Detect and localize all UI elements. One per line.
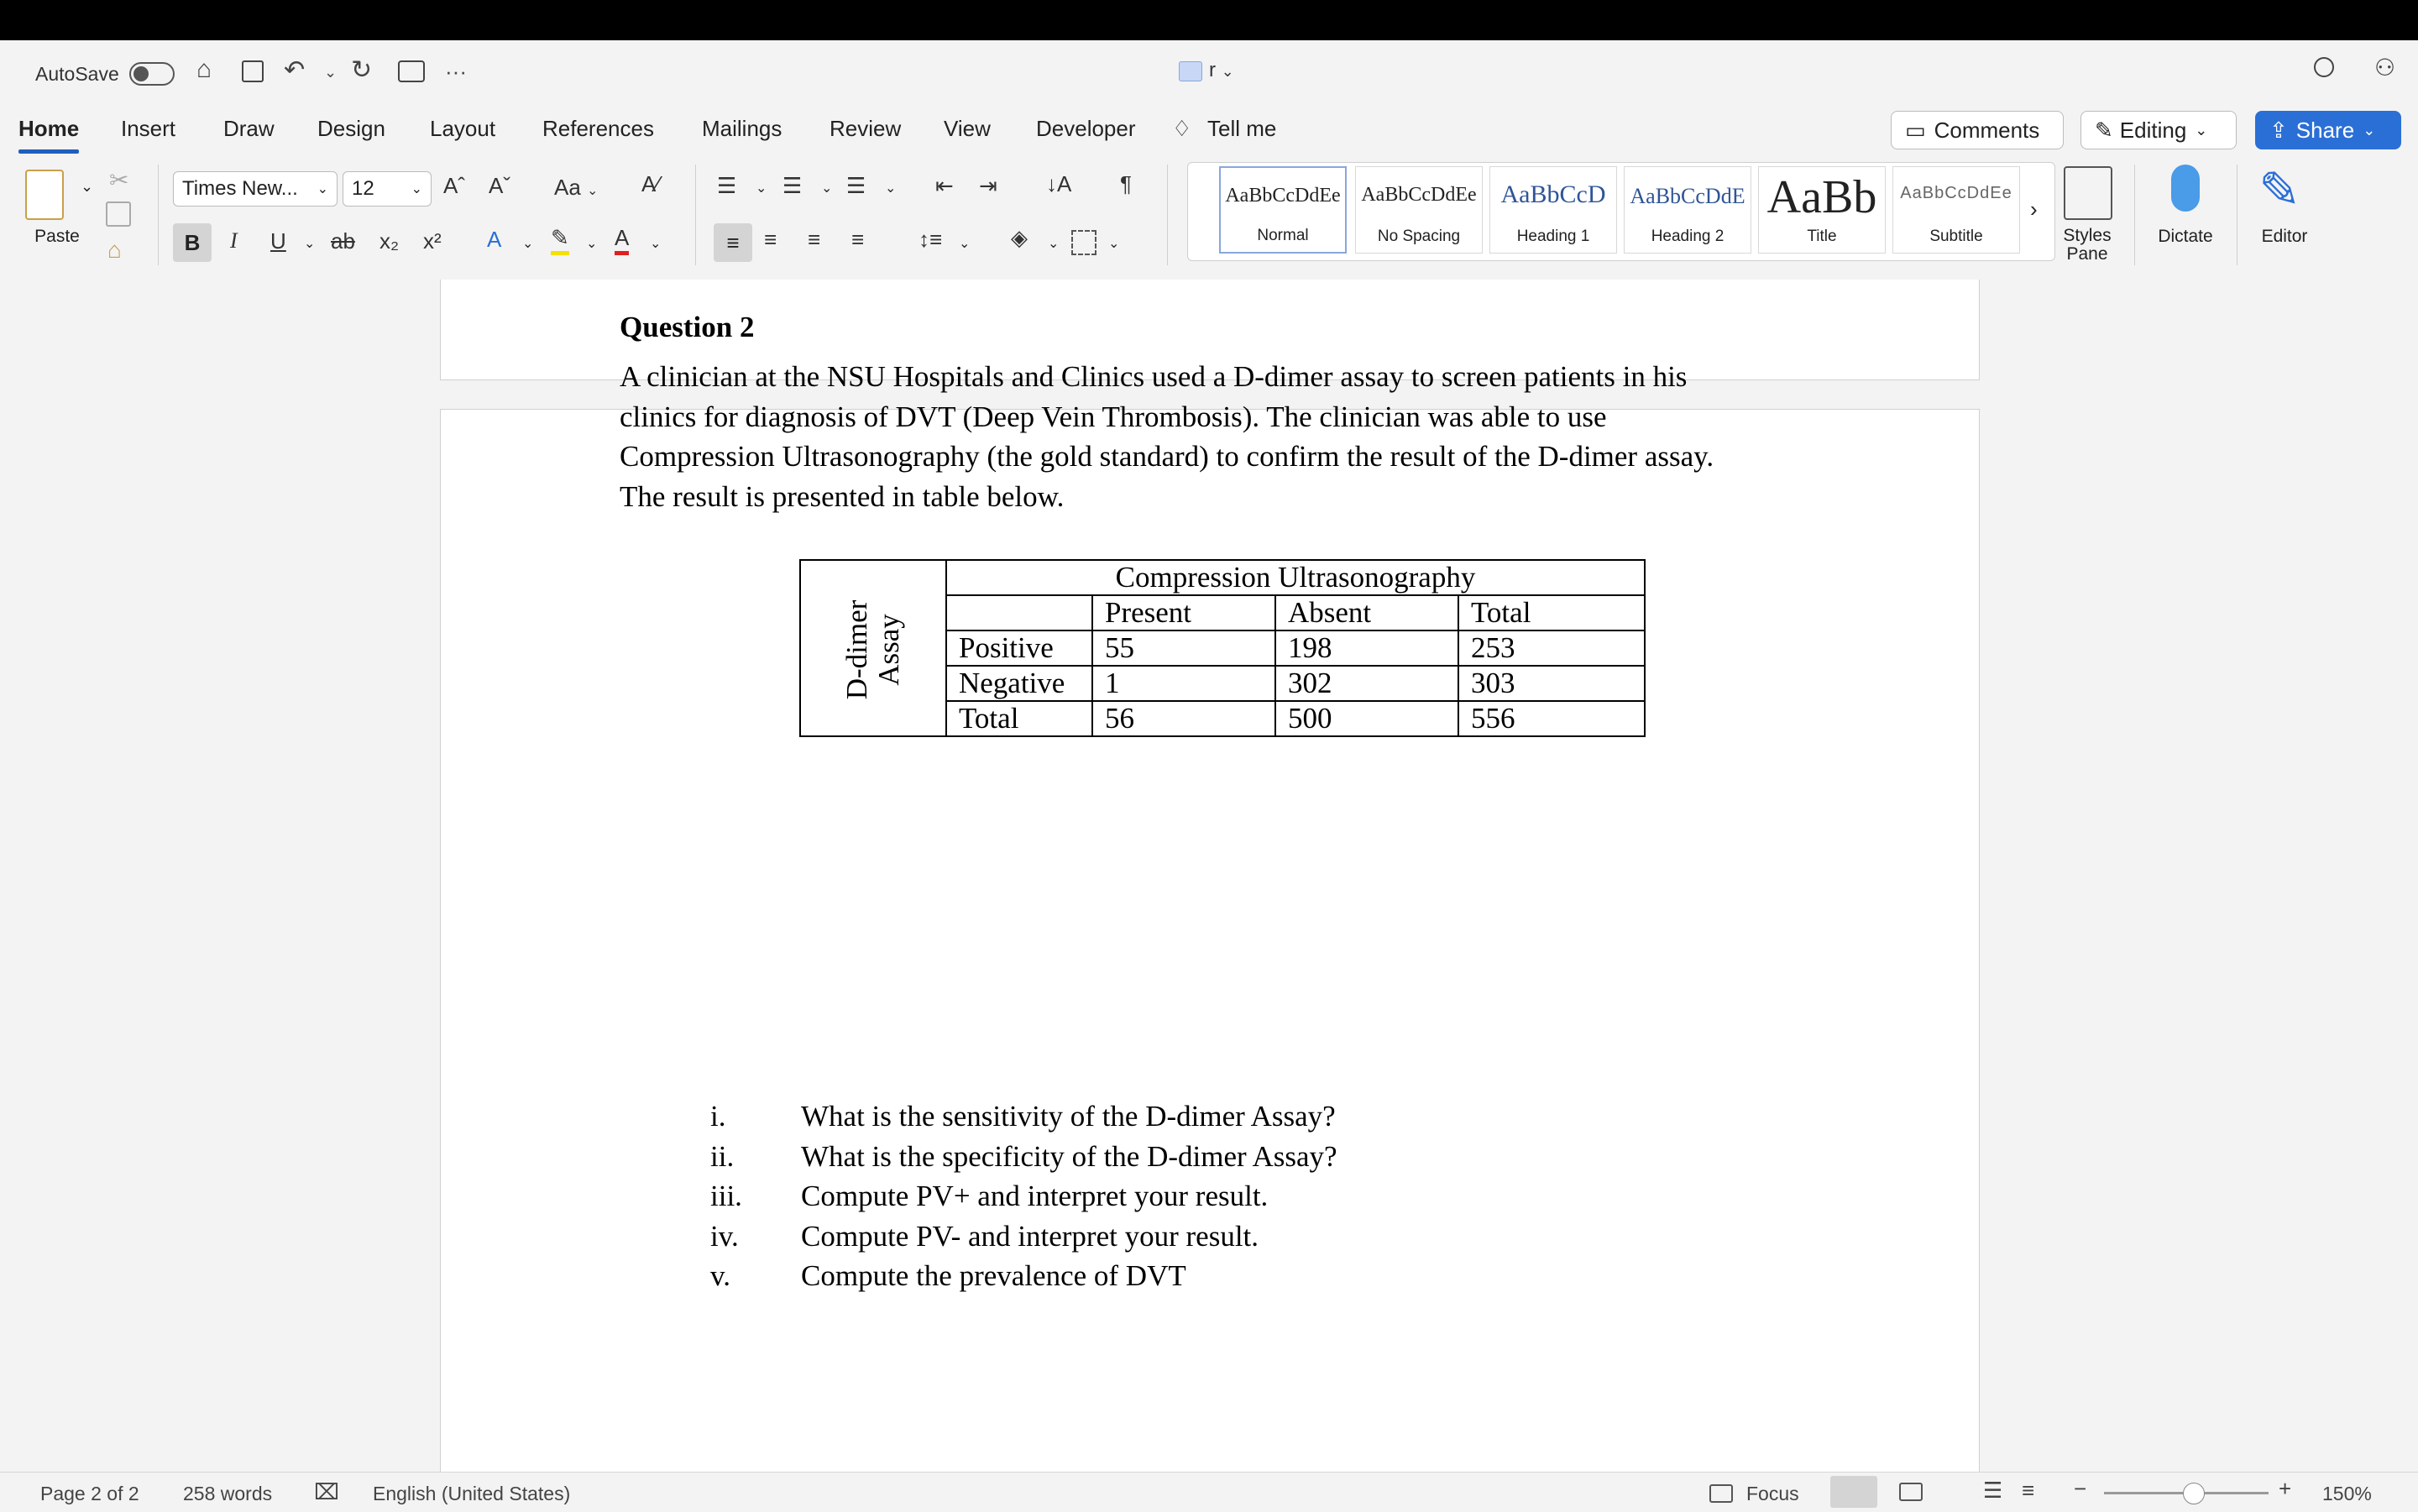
row-header: Negative (946, 666, 1092, 701)
font-name-value: Times New... (182, 177, 298, 200)
tab-review[interactable]: Review (830, 116, 902, 141)
print-layout-view-icon[interactable] (1830, 1476, 1877, 1508)
row-label-line2: Assay (872, 614, 905, 686)
text-effects-icon[interactable]: A (487, 227, 502, 252)
column-header: Total (1458, 595, 1645, 630)
print-icon[interactable] (398, 60, 425, 82)
web-layout-view-icon[interactable] (1887, 1476, 1934, 1508)
style-subtitle[interactable] (1892, 166, 2020, 254)
top-header-cell: Compression Ultrasonography (946, 560, 1645, 595)
strikethrough-icon[interactable]: ab (331, 228, 355, 254)
paste-icon[interactable] (25, 170, 64, 220)
size-chevron-icon: ⌄ (411, 182, 422, 196)
row-header: Positive (946, 630, 1092, 666)
focus-icon[interactable] (1709, 1484, 1733, 1503)
menu-bar (0, 0, 2418, 40)
word-doc-icon (1179, 61, 1202, 81)
list-text: What is the sensitivity of the D-dimer Assay? (801, 1100, 1336, 1133)
paste-label: Paste (34, 227, 80, 246)
shading-dropdown-icon[interactable]: ⌄ (1048, 237, 1060, 251)
style-preview: AaBbCcDdEe (1361, 184, 1477, 206)
list-item[interactable] (710, 1259, 1337, 1300)
bullets-dropdown-icon[interactable]: ⌄ (756, 181, 767, 196)
styles-pane-icon[interactable] (2064, 166, 2112, 220)
table-cell: 1 (1092, 666, 1275, 701)
style-name: Heading 2 (1651, 228, 1725, 245)
multilevel-dropdown-icon[interactable]: ⌄ (885, 181, 897, 196)
shading-icon[interactable]: ◈ (1011, 225, 1028, 250)
tab-layout[interactable]: Layout (430, 116, 496, 141)
question-paragraph[interactable]: A clinician at the NSU Hospitals and Clinics used a D-dimer assay to screen patients in his clinics for diagnosis of DVT (Deep Vein Thrombosis). The clinician was able to use Compression Ultrasonography (the gold standard) to confirm the result of the D-dimer assay. The result is presented in table below. (620, 360, 1714, 513)
text-effects-dropdown-icon[interactable]: ⌄ (522, 237, 534, 251)
editing-label: Editing (2119, 117, 2187, 143)
share-people-icon[interactable]: ⚇ (2374, 55, 2396, 81)
tab-references[interactable]: References (542, 116, 654, 141)
line-spacing-icon[interactable]: ↕≡ (919, 227, 943, 252)
more-commands-button[interactable]: ··· (445, 59, 467, 84)
underline-button[interactable]: U (270, 228, 286, 254)
divider (2134, 165, 2135, 265)
comments-label: Comments (1934, 117, 2040, 143)
dictate-label[interactable]: Dictate (2158, 227, 2213, 246)
style-heading-1[interactable] (1489, 166, 1617, 254)
divider (695, 165, 696, 265)
tab-draw[interactable]: Draw (223, 116, 275, 141)
page-count[interactable]: Page 2 of 2 (40, 1483, 139, 1504)
style-preview: AaBbCcDdEe (1225, 185, 1341, 207)
underline-dropdown-icon[interactable]: ⌄ (304, 237, 316, 251)
home-icon[interactable]: ⌂ (196, 55, 212, 83)
row-label-line1: D-dimer (840, 599, 873, 700)
tab-developer[interactable]: Developer (1036, 116, 1136, 141)
undo-icon[interactable]: ↶ (284, 56, 306, 84)
font-color-icon[interactable]: A (615, 225, 629, 255)
table-cell: 55 (1092, 630, 1275, 666)
highlight-icon[interactable]: ✎ (551, 225, 569, 255)
outline-view-icon[interactable]: ☰ (1983, 1478, 2003, 1503)
show-formatting-icon[interactable]: ¶ (1120, 171, 1132, 196)
table-cell: 198 (1275, 630, 1458, 666)
autosave-toggle[interactable] (129, 62, 175, 86)
tab-mailings[interactable]: Mailings (702, 116, 782, 141)
list-item[interactable] (710, 1100, 1337, 1140)
editor-label[interactable]: Editor (2261, 227, 2308, 246)
divider (1167, 165, 1168, 265)
list-number: i. (710, 1100, 726, 1133)
style-preview: AaBbCcDdE (1630, 184, 1745, 208)
list-item[interactable] (710, 1220, 1337, 1260)
copy-icon[interactable] (106, 201, 131, 227)
italic-button[interactable]: I (230, 228, 238, 253)
gallery-next-icon[interactable]: › (2030, 196, 2038, 222)
table-cell (946, 595, 1092, 630)
decrease-indent-icon[interactable]: ⇤ (935, 173, 954, 198)
table-cell: 302 (1275, 666, 1458, 701)
increase-indent-icon[interactable]: ⇥ (979, 173, 997, 198)
highlight-dropdown-icon[interactable]: ⌄ (586, 237, 598, 251)
table-cell: 253 (1458, 630, 1645, 666)
proofing-icon[interactable]: ⌧ (314, 1479, 339, 1504)
font-chevron-icon: ⌄ (317, 182, 328, 196)
change-case-label: Aa (554, 175, 581, 200)
chevron-down-icon: ⌄ (2195, 121, 2208, 139)
tab-view[interactable]: View (944, 116, 991, 141)
list-number: v. (710, 1259, 730, 1292)
document-title[interactable] (1179, 59, 1234, 82)
tell-me-search[interactable]: Tell me (1207, 116, 1277, 141)
numbering-icon[interactable]: ☰ (782, 173, 803, 198)
list-text: Compute PV+ and interpret your result. (801, 1180, 1269, 1212)
change-case-button[interactable] (554, 175, 598, 201)
share-button[interactable] (2255, 111, 2401, 149)
row-label-cell (800, 560, 946, 736)
tab-design[interactable]: Design (317, 116, 385, 141)
multilevel-list-icon[interactable]: ☰ (846, 173, 866, 198)
list-number: iv. (710, 1219, 739, 1253)
word-count[interactable]: 258 words (183, 1483, 273, 1504)
font-name-select[interactable] (173, 171, 338, 207)
style-name: No Spacing (1377, 228, 1461, 245)
font-size-value: 12 (352, 177, 374, 200)
comments-button[interactable] (1891, 111, 2064, 149)
question-list (710, 1100, 1337, 1300)
divider (158, 165, 159, 265)
borders-icon[interactable] (1071, 230, 1096, 255)
font-color-dropdown-icon[interactable]: ⌄ (650, 237, 662, 251)
align-left-icon[interactable]: ≡ (714, 223, 752, 262)
list-text: Compute PV- and interpret your result. (801, 1219, 1259, 1253)
styles-pane-label-1: Styles (2063, 226, 2112, 245)
table-cell: 556 (1458, 701, 1645, 736)
case-chevron-icon: ⌄ (587, 184, 599, 198)
question-heading[interactable]: Question 2 (620, 311, 755, 343)
style-name: Title (1807, 228, 1837, 245)
style-name: Heading 1 (1516, 228, 1590, 245)
style-title[interactable] (1758, 166, 1886, 254)
row-label-text (841, 600, 905, 700)
table-row (800, 560, 1645, 595)
list-text: Compute the prevalence of DVT (801, 1259, 1186, 1292)
sort-icon[interactable]: ↓A (1046, 171, 1072, 196)
results-table[interactable] (799, 559, 1646, 737)
save-icon[interactable] (242, 60, 264, 82)
zoom-level[interactable]: 150% (2322, 1483, 2372, 1504)
zoom-slider-handle[interactable] (2183, 1483, 2205, 1504)
tab-home[interactable]: Home (18, 116, 80, 141)
grow-font-icon[interactable]: Aˆ (443, 173, 465, 198)
share-chevron-icon: ⌄ (2363, 121, 2376, 139)
styles-pane-label-2: Pane (2066, 244, 2108, 264)
superscript-icon[interactable]: x² (423, 228, 442, 254)
style-name: Normal (1257, 227, 1309, 244)
numbering-dropdown-icon[interactable]: ⌄ (821, 181, 833, 196)
draft-view-icon[interactable]: ≡ (2022, 1478, 2035, 1503)
style-preview: AaBbCcD (1500, 180, 1606, 208)
align-right-icon[interactable]: ≡ (808, 227, 821, 252)
list-number: ii. (710, 1139, 735, 1173)
pencil-icon: ✎ (2095, 117, 2113, 143)
autosave-label: AutoSave (35, 63, 119, 85)
table-cell: 303 (1458, 666, 1645, 701)
list-number: iii. (710, 1180, 742, 1212)
align-center-icon[interactable]: ≡ (764, 227, 777, 252)
style-preview: AaBbCcDdEe (1900, 184, 2012, 202)
style-normal[interactable] (1219, 166, 1347, 254)
focus-button[interactable]: Focus (1746, 1483, 1799, 1504)
title-chevron-icon: ⌄ (1221, 63, 1234, 80)
lightbulb-icon: ♢ (1172, 116, 1192, 141)
cut-icon[interactable]: ✂ (109, 167, 129, 193)
document-name: r (1209, 59, 1216, 81)
style-name: Subtitle (1929, 228, 1983, 245)
style-heading-2[interactable] (1624, 166, 1751, 254)
share-label: Share (2295, 117, 2355, 143)
font-size-select[interactable] (343, 171, 432, 207)
list-text: What is the specificity of the D-dimer Assay? (801, 1139, 1337, 1173)
column-header: Present (1092, 595, 1275, 630)
comment-icon: ▭ (1905, 117, 1926, 143)
tab-insert[interactable]: Insert (121, 116, 176, 141)
search-icon[interactable] (2314, 57, 2334, 77)
paste-dropdown-icon[interactable]: ⌄ (81, 178, 94, 195)
subscript-icon[interactable]: x₂ (379, 228, 400, 254)
table-cell: 500 (1275, 701, 1458, 736)
redo-icon[interactable]: ↻ (351, 56, 373, 84)
styles-pane-button[interactable] (2045, 227, 2129, 264)
row-header: Total (946, 701, 1092, 736)
zoom-in-button[interactable]: + (2279, 1476, 2292, 1501)
list-item[interactable] (710, 1140, 1337, 1180)
share-icon: ⇪ (2269, 117, 2288, 143)
zoom-out-button[interactable]: − (2074, 1476, 2087, 1501)
shrink-font-icon[interactable]: Aˇ (489, 173, 510, 198)
style-preview: AaBb (1766, 171, 1877, 223)
column-header: Absent (1275, 595, 1458, 630)
list-item[interactable] (710, 1180, 1337, 1220)
clear-formatting-icon[interactable]: A⁄ (641, 171, 660, 196)
bullets-icon[interactable]: ☰ (717, 173, 737, 198)
line-spacing-dropdown-icon[interactable]: ⌄ (959, 237, 971, 251)
borders-dropdown-icon[interactable]: ⌄ (1108, 237, 1120, 251)
bold-button[interactable]: B (173, 223, 212, 262)
table-cell: 56 (1092, 701, 1275, 736)
undo-dropdown-icon[interactable]: ⌄ (324, 64, 338, 81)
editing-mode-button[interactable] (2080, 111, 2237, 149)
style-no-spacing[interactable] (1355, 166, 1483, 254)
editor-icon[interactable]: ✎ (2258, 162, 2301, 218)
language-status[interactable]: English (United States) (373, 1483, 571, 1504)
microphone-icon[interactable] (2171, 165, 2200, 212)
justify-icon[interactable]: ≡ (851, 227, 865, 252)
status-bar (0, 1472, 2418, 1512)
format-painter-icon[interactable]: ⌂ (107, 237, 122, 263)
